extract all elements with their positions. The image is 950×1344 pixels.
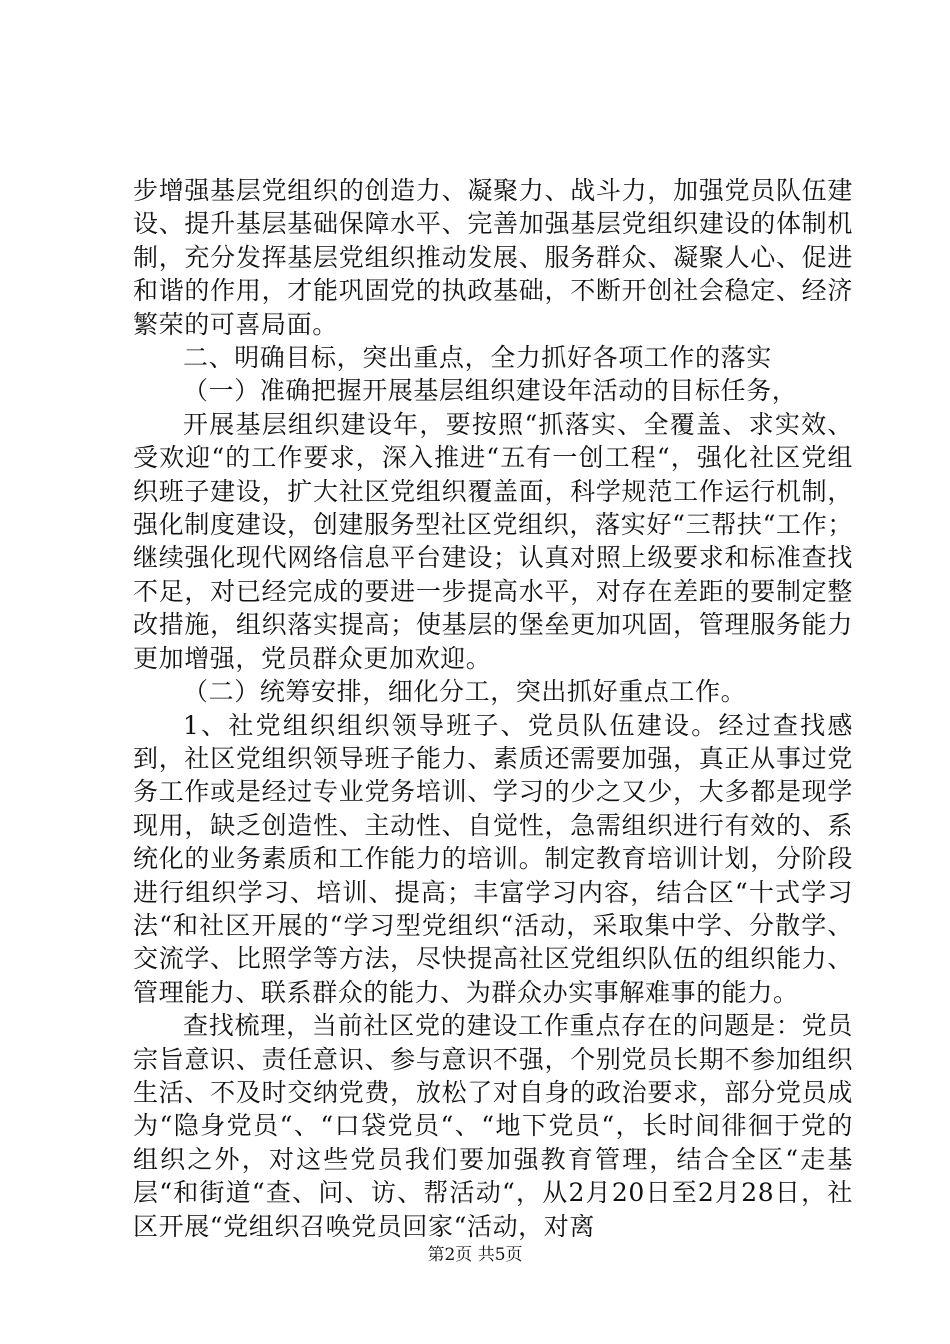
paragraph-problems-review: 查找梳理，当前社区党的建设工作重点存在的问题是：党员宗旨意识、责任意识、参与意识不强，个别党员长期不参加组织生活、不及时交纳党费，放松了对自身的政治要求，部分党员成为“隐身党员“、“口袋党员“、“地下党员“，长时间徘徊于党的组织之外，对这些党员我们要加强教育管理，结合全区“走基层“和街道“查、问、访、帮活动“，从2月20日至2月28日，社区开展“党组织召唤党员回家“活动，对离 bbox=[133, 1011, 853, 1241]
subsection-heading-two: （二）统筹安排，细化分工，突出抓好重点工作。 bbox=[183, 677, 747, 707]
paragraph-goals: 开展基层组织建设年，要按照“抓落实、全覆盖、求实效、受欢迎“的工作要求，深入推进“五有一创工程“，强化社区党组织班子建设，扩大社区党组织覆盖面，科学规范工作运行机制，强化制度建设，创建服务型社区党组织，落实好“三帮扶“工作；继续强化现代网络信息平台建设；认真对照上级要求和标准查找不足，对已经完成的要进一步提高水平，对存在差距的要制定整改措施，组织落实提高；使基层的堡垒更加巩固，管理服务能力更加增强，党员群众更加欢迎。 bbox=[133, 409, 853, 673]
page-number-label: 第2页 共5页 bbox=[427, 1245, 523, 1265]
page-footer bbox=[0, 1244, 950, 1266]
paragraph-continuation: 步增强基层党组织的创造力、凝聚力、战斗力，加强党员队伍建设、提升基层基础保障水平、完善加强基层党组织建设的体制机制，充分发挥基层党组织推动发展、服务群众、凝聚人心、促进和谐的作用，才能巩固党的执政基础，不断开创社会稳定、经济繁荣的可喜局面。 bbox=[133, 176, 853, 339]
section-heading-two: 二、明确目标，突出重点，全力抓好各项工作的落实 bbox=[183, 343, 772, 373]
paragraph-leadership-building: 1、社党组织组织领导班子、党员队伍建设。经过查找感到，社区党组织领导班子能力、素质还需要加强，真正从事过党务工作或是经过专业党务培训、学习的少之又少，大多都是现学现用，缺乏创造性、主动性、自觉性，急需组织进行有效的、系统化的业务素质和工作能力的培训。制定教育培训计划，分阶段进行组织学习、培训、提高；丰富学习内容，结合区“十式学习法“和社区开展的“学习型党组织“活动，采取集中学、分散学、交流学、比照学等方法，尽快提高社区党组织队伍的组织能力、管理能力、联系群众的能力、为群众办实事解难事的能力。 bbox=[133, 710, 853, 1007]
document-body bbox=[133, 174, 853, 1243]
subsection-heading-one: （一）准确把握开展基层组织建设年活动的目标任务， bbox=[183, 376, 798, 406]
